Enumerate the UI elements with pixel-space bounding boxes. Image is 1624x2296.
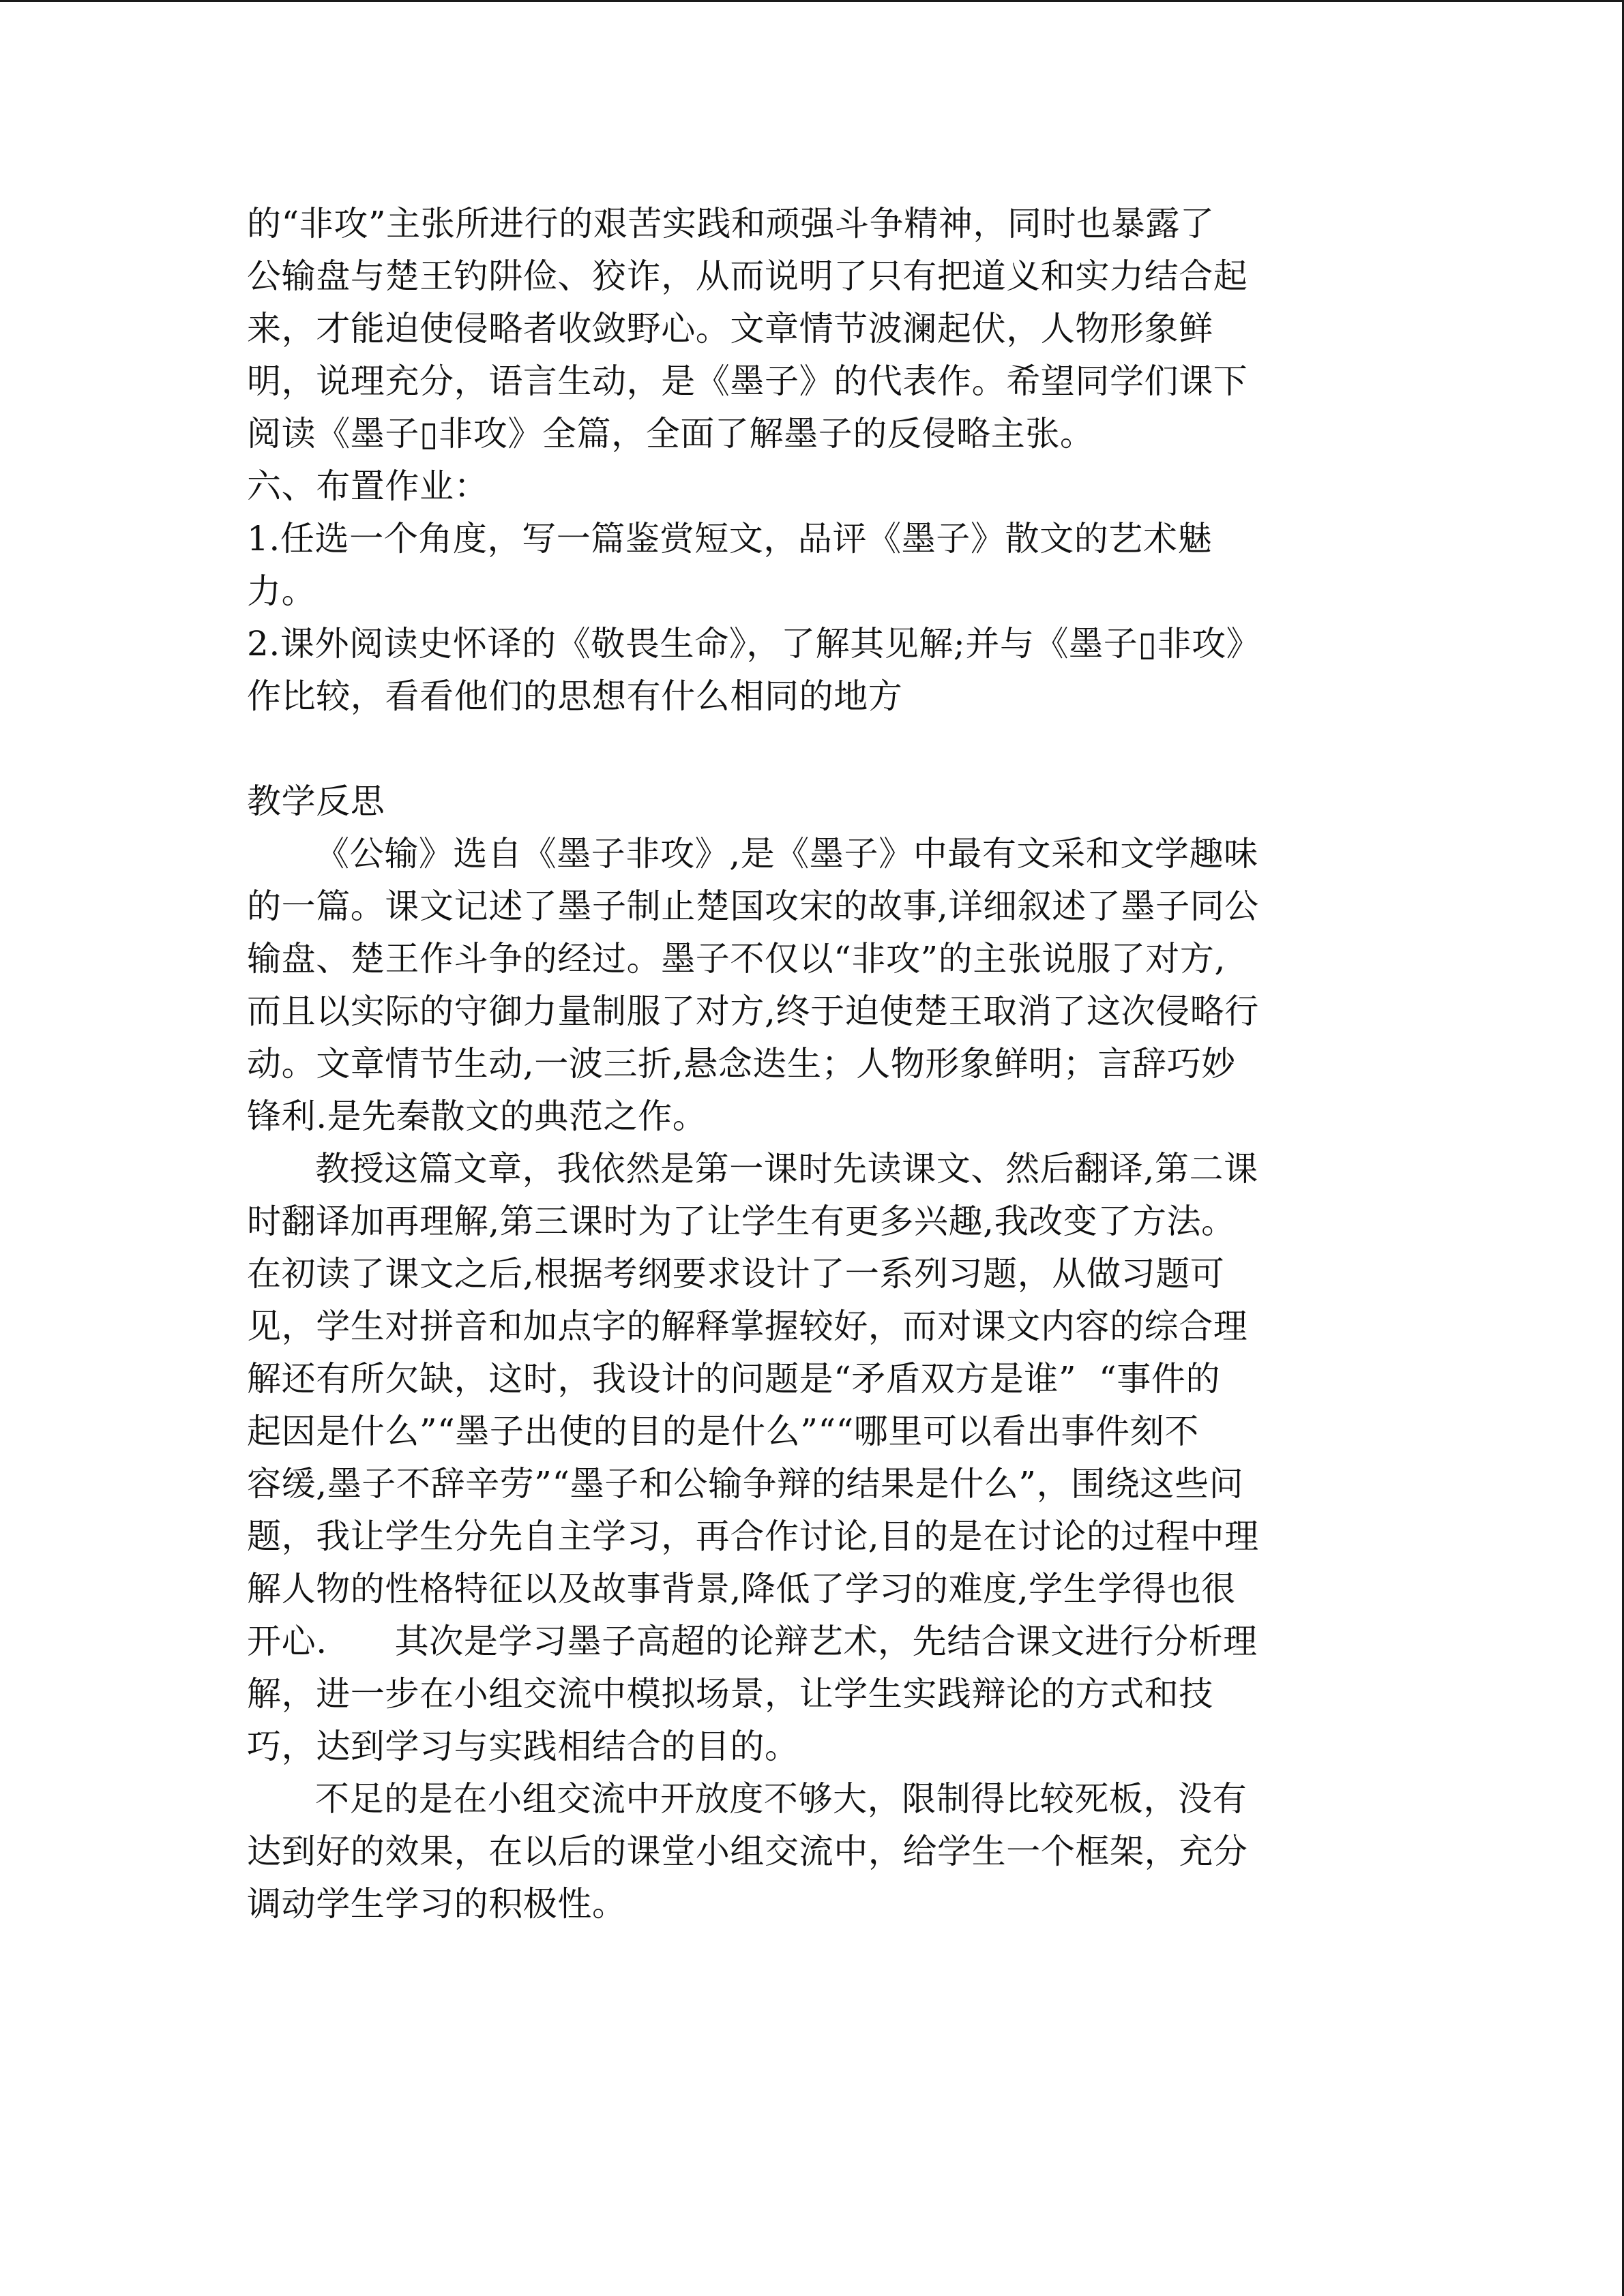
- reflection-paragraph-3: [247, 1773, 1393, 1930]
- text-line: 而且以实际的守御力量制服了对方,终于迫使楚王取消了这次侵略行: [247, 992, 1259, 1031]
- text-line: 锋利.是先秦散文的典范之作。: [247, 1097, 707, 1136]
- text-line: 调动学生学习的积极性。: [247, 1884, 627, 1924]
- text-line: 开心. 其次是学习墨子高超的论辩艺术，先结合课文进行分析理: [247, 1622, 1258, 1661]
- text-line: 的“非攻”主张所进行的艰苦实践和顽强斗争精神，同时也暴露了: [247, 204, 1215, 243]
- text-line: 时翻译加再理解,第三课时为了让学生有更多兴趣,我改变了方法。: [247, 1202, 1236, 1241]
- text-line: 解人物的性格特征以及故事背景,降低了学习的难度,学生学得也很: [247, 1569, 1236, 1609]
- blank-line: [247, 723, 1393, 775]
- text-line: 明，说理充分，语言生动，是《墨子》的代表作。希望同学们课下: [247, 361, 1248, 401]
- text-line: 起因是什么”“墨子出使的目的是什么”““哪里可以看出事件刻不: [247, 1412, 1199, 1451]
- text-line: 公输盘与楚王钓阱俭、狡诈，从而说明了只有把道义和实力结合起: [247, 256, 1248, 296]
- text-line: 《公输》选自《墨子非攻》,是《墨子》中最有文采和文学趣味: [315, 834, 1258, 874]
- reflection-paragraph-1: [247, 828, 1393, 1143]
- homework-item-1: 1.任选一个角度，写一篇鉴赏短文，品评《墨子》散文的艺术魅: [247, 519, 1213, 558]
- text-line: 来，才能迫使侵略者收敛野心。文章情节波澜起伏，人物形象鲜: [247, 309, 1213, 348]
- homework-item-2: 2.课外阅读史怀译的《敬畏生命》，了解其见解;并与《墨子▯非攻》: [247, 624, 1261, 664]
- text-line: 输盘、楚王作斗争的经过。墨子不仅以“非攻”的主张说服了对方,: [247, 939, 1226, 979]
- text-line: 教授这篇文章，我依然是第一课时先读课文、然后翻译,第二课: [315, 1149, 1258, 1189]
- text-line: 不足的是在小组交流中开放度不够大，限制得比较死板，没有: [315, 1779, 1247, 1819]
- text-line: 解还有所欠缺，这时，我设计的问题是“矛盾双方是谁” “事件的: [247, 1359, 1221, 1399]
- homework-section: [247, 460, 1393, 723]
- text-line: 动。文章情节生动,一波三折,悬念迭生；人物形象鲜明；言辞巧妙: [247, 1044, 1236, 1084]
- reflection-heading: 教学反思: [247, 781, 385, 821]
- reflection-section: [247, 775, 1393, 1930]
- text-line: 题，我让学生分先自主学习，再合作讨论,目的是在讨论的过程中理: [247, 1517, 1259, 1556]
- homework-item-1-cont: 力。: [247, 571, 316, 611]
- text-line: 达到好的效果，在以后的课堂小组交流中，给学生一个框架，充分: [247, 1832, 1248, 1871]
- continuation-paragraph: [247, 198, 1393, 460]
- reflection-paragraph-2: [247, 1143, 1393, 1773]
- page-top-border: [0, 0, 1624, 2]
- text-line: 的一篇。课文记述了墨子制止楚国攻宋的故事,详细叙述了墨子同公: [247, 886, 1259, 926]
- text-line: 在初读了课文之后,根据考纲要求设计了一系列习题，从做习题可: [247, 1254, 1225, 1294]
- text-line: 阅读《墨子▯非攻》全篇，全面了解墨子的反侵略主张。: [247, 414, 1095, 453]
- text-line: 解，进一步在小组交流中模拟场景，让学生实践辩论的方式和技: [247, 1674, 1213, 1714]
- text-line: 巧，达到学习与实践相结合的目的。: [247, 1727, 799, 1766]
- homework-item-2-cont: 作比较，看看他们的思想有什么相同的地方: [247, 676, 903, 716]
- text-line: 容缓,墨子不辞辛劳”“墨子和公输争辩的结果是什么”，围绕这些问: [247, 1464, 1244, 1504]
- text-line: 见，学生对拼音和加点字的解释掌握较好，而对课文内容的综合理: [247, 1307, 1248, 1346]
- homework-heading: 六、布置作业：: [247, 466, 489, 506]
- document-page: [247, 198, 1393, 1930]
